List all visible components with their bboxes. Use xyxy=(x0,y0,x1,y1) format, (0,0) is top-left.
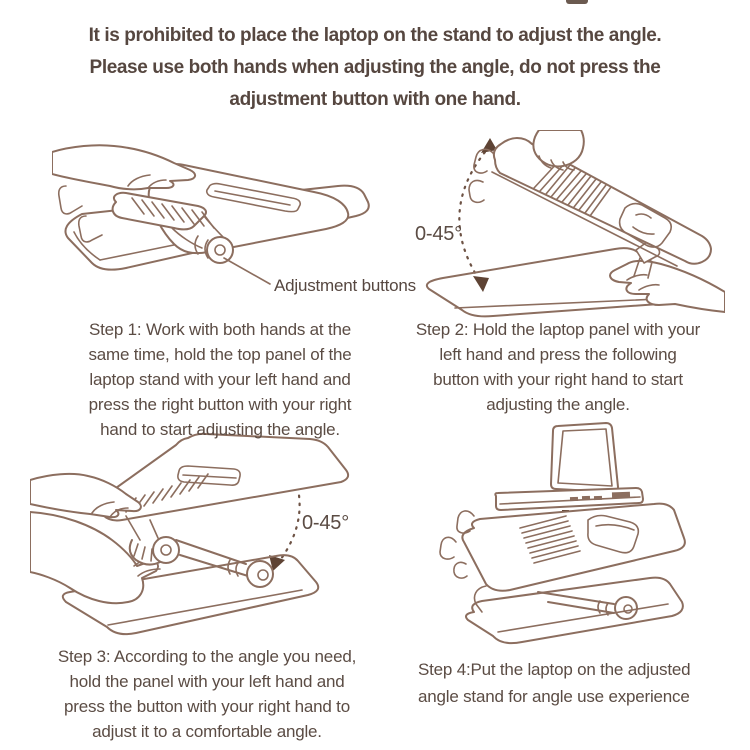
adjustment-knob-icon xyxy=(247,561,273,587)
caption-line: adjusting the angle. xyxy=(486,395,630,414)
angle-range-label: 0-45° xyxy=(415,223,463,245)
caption-line: press the right button with your right xyxy=(88,395,352,414)
stand-adjust-drawing xyxy=(30,428,380,643)
latch-hooks xyxy=(469,149,494,202)
caption-line: hand to start adjusting the angle. xyxy=(100,420,340,439)
caption-line: angle stand for angle use experience xyxy=(418,687,690,706)
figure-step2 xyxy=(393,130,725,320)
figure-step3 xyxy=(30,428,380,643)
adjustment-knob-icon xyxy=(615,597,637,619)
arc-arrowhead-bottom xyxy=(473,276,489,292)
step1-caption xyxy=(58,317,382,442)
support-arm xyxy=(176,540,273,587)
tilted-panel xyxy=(492,138,711,266)
caption-line: hold the panel with your left hand and xyxy=(69,672,345,691)
laptop-icon xyxy=(495,423,643,510)
caption-line: left hand and press the following xyxy=(439,345,677,364)
warning-text xyxy=(0,20,750,116)
right-hand-icon xyxy=(610,261,725,312)
callout-leader-line xyxy=(224,258,270,284)
caption-line: laptop stand with your left hand and xyxy=(89,370,351,389)
caption-line: press the button with your right hand to xyxy=(64,697,350,716)
step3-caption xyxy=(40,644,374,744)
figure-step1 xyxy=(52,136,416,306)
caption-line: Step 1: Work with both hands at the xyxy=(88,320,351,339)
caption-line: Step 2: Hold the laptop panel with your xyxy=(415,320,701,339)
warning-line-3: adjustment button with one hand. xyxy=(229,89,521,110)
angle-range-label: 0-45° xyxy=(302,512,350,534)
step2-caption xyxy=(390,317,726,417)
caption-line: Step 4:Put the laptop on the adjusted xyxy=(418,660,691,679)
left-hand-icon xyxy=(30,474,141,517)
hinge-assembly xyxy=(130,537,179,565)
caption-line: button with your right hand to start xyxy=(433,370,683,389)
left-hand-icon xyxy=(52,145,195,189)
caption-line: adjust it to a comfortable angle. xyxy=(92,722,322,741)
adjustment-buttons-label: Adjustment buttons xyxy=(274,276,416,295)
caption-line: same time, hold the top panel of the xyxy=(88,345,352,364)
figure-step4 xyxy=(410,416,728,654)
crop-artifact xyxy=(566,0,588,4)
adjustment-knob-icon xyxy=(207,237,233,263)
warning-line-2: Please use both hands when adjusting the angle, do not press the xyxy=(89,57,661,78)
laptop-on-stand-drawing xyxy=(410,416,728,654)
caption-line: Step 3: According to the angle you need, xyxy=(57,647,357,666)
warning-line-1: It is prohibited to place the laptop on the stand to adjust the angle. xyxy=(88,25,662,46)
step4-caption xyxy=(418,656,718,710)
